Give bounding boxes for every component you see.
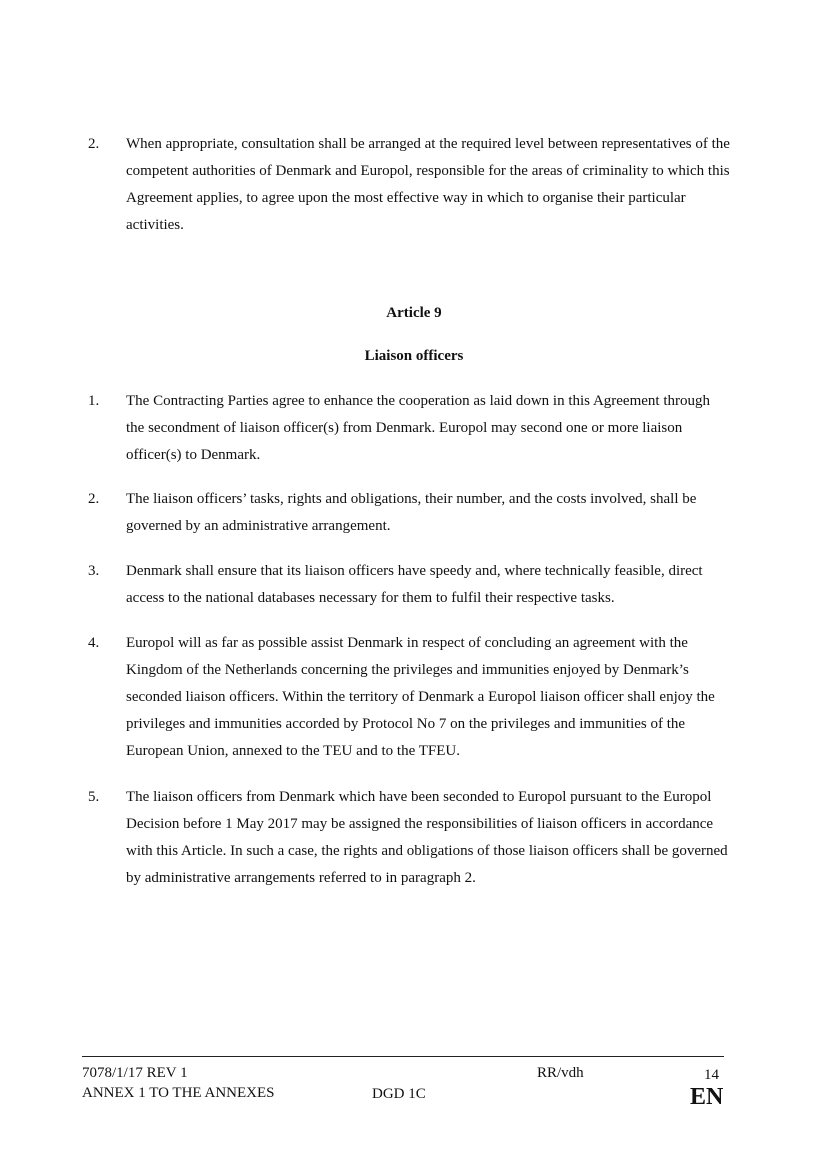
paragraph-number: 2.	[88, 136, 100, 152]
article-number-heading: Article 9	[386, 305, 442, 321]
footer-document-reference: 7078/1/17 REV 1	[82, 1065, 188, 1081]
article-9-paragraph-3	[82, 558, 742, 612]
paragraph-number: 2.	[88, 491, 100, 507]
paragraph-text: Denmark shall ensure that its liaison officers have speedy and, where technically feasible, direct access to the national databases necessary for them to fulfil their respective tasks.	[126, 563, 703, 606]
paragraph-number: 1.	[88, 393, 100, 409]
paragraph-text: The Contracting Parties agree to enhance the cooperation as laid down in this Agreement through the secondment of liaison officer(s) from Denmark. Europol may second one or more liaison officer(s) to Denmark.	[126, 393, 710, 463]
footer-department: DGD 1C	[372, 1086, 426, 1102]
paragraph-number: 4.	[88, 635, 100, 651]
article-9-paragraph-1	[82, 388, 742, 469]
article-9-paragraph-2	[82, 486, 742, 540]
article-9-paragraph-5	[82, 784, 742, 892]
paragraph-text: When appropriate, consultation shall be arranged at the required level between representatives of the competent authorities of Denmark and Europol, responsible for the areas of criminality to which this Agreement applies, to agree upon the most effective way in which to organise their particular activities.	[126, 136, 730, 233]
footer-page-number: 14	[704, 1067, 719, 1083]
paragraph-number: 5.	[88, 789, 100, 805]
footer-divider	[82, 1056, 724, 1057]
paragraph-number: 3.	[88, 563, 100, 579]
paragraph-text: The liaison officers’ tasks, rights and obligations, their number, and the costs involved, shall be governed by an administrative arrangement.	[126, 491, 697, 534]
paragraph-2-consultation	[82, 131, 742, 239]
paragraph-text: Europol will as far as possible assist Denmark in respect of concluding an agreement with the Kingdom of the Netherlands concerning the privileges and immunities enjoyed by Denmark’s seconded liaison officers. Within the territory of Denmark a Europol liaison officer shall enjoy the privileges and immunities accorded by Protocol No 7 on the privileges and immunities of the European Union, annexed to the TEU and to the TFEU.	[126, 635, 715, 759]
footer-annex-label: ANNEX 1 TO THE ANNEXES	[82, 1085, 275, 1101]
footer-initials: RR/vdh	[537, 1065, 584, 1081]
article-title-heading: Liaison officers	[364, 348, 464, 364]
article-9-paragraph-4	[82, 630, 742, 765]
paragraph-text: The liaison officers from Denmark which have been seconded to Europol pursuant to the Europol Decision before 1 May 2017 may be assigned the responsibilities of liaison officers in accordance with this Article. In such a case, the rights and obligations of those liaison officers shall be governed by administrative arrangements referred to in paragraph 2.	[126, 789, 728, 886]
footer-language-code: EN	[690, 1084, 724, 1110]
